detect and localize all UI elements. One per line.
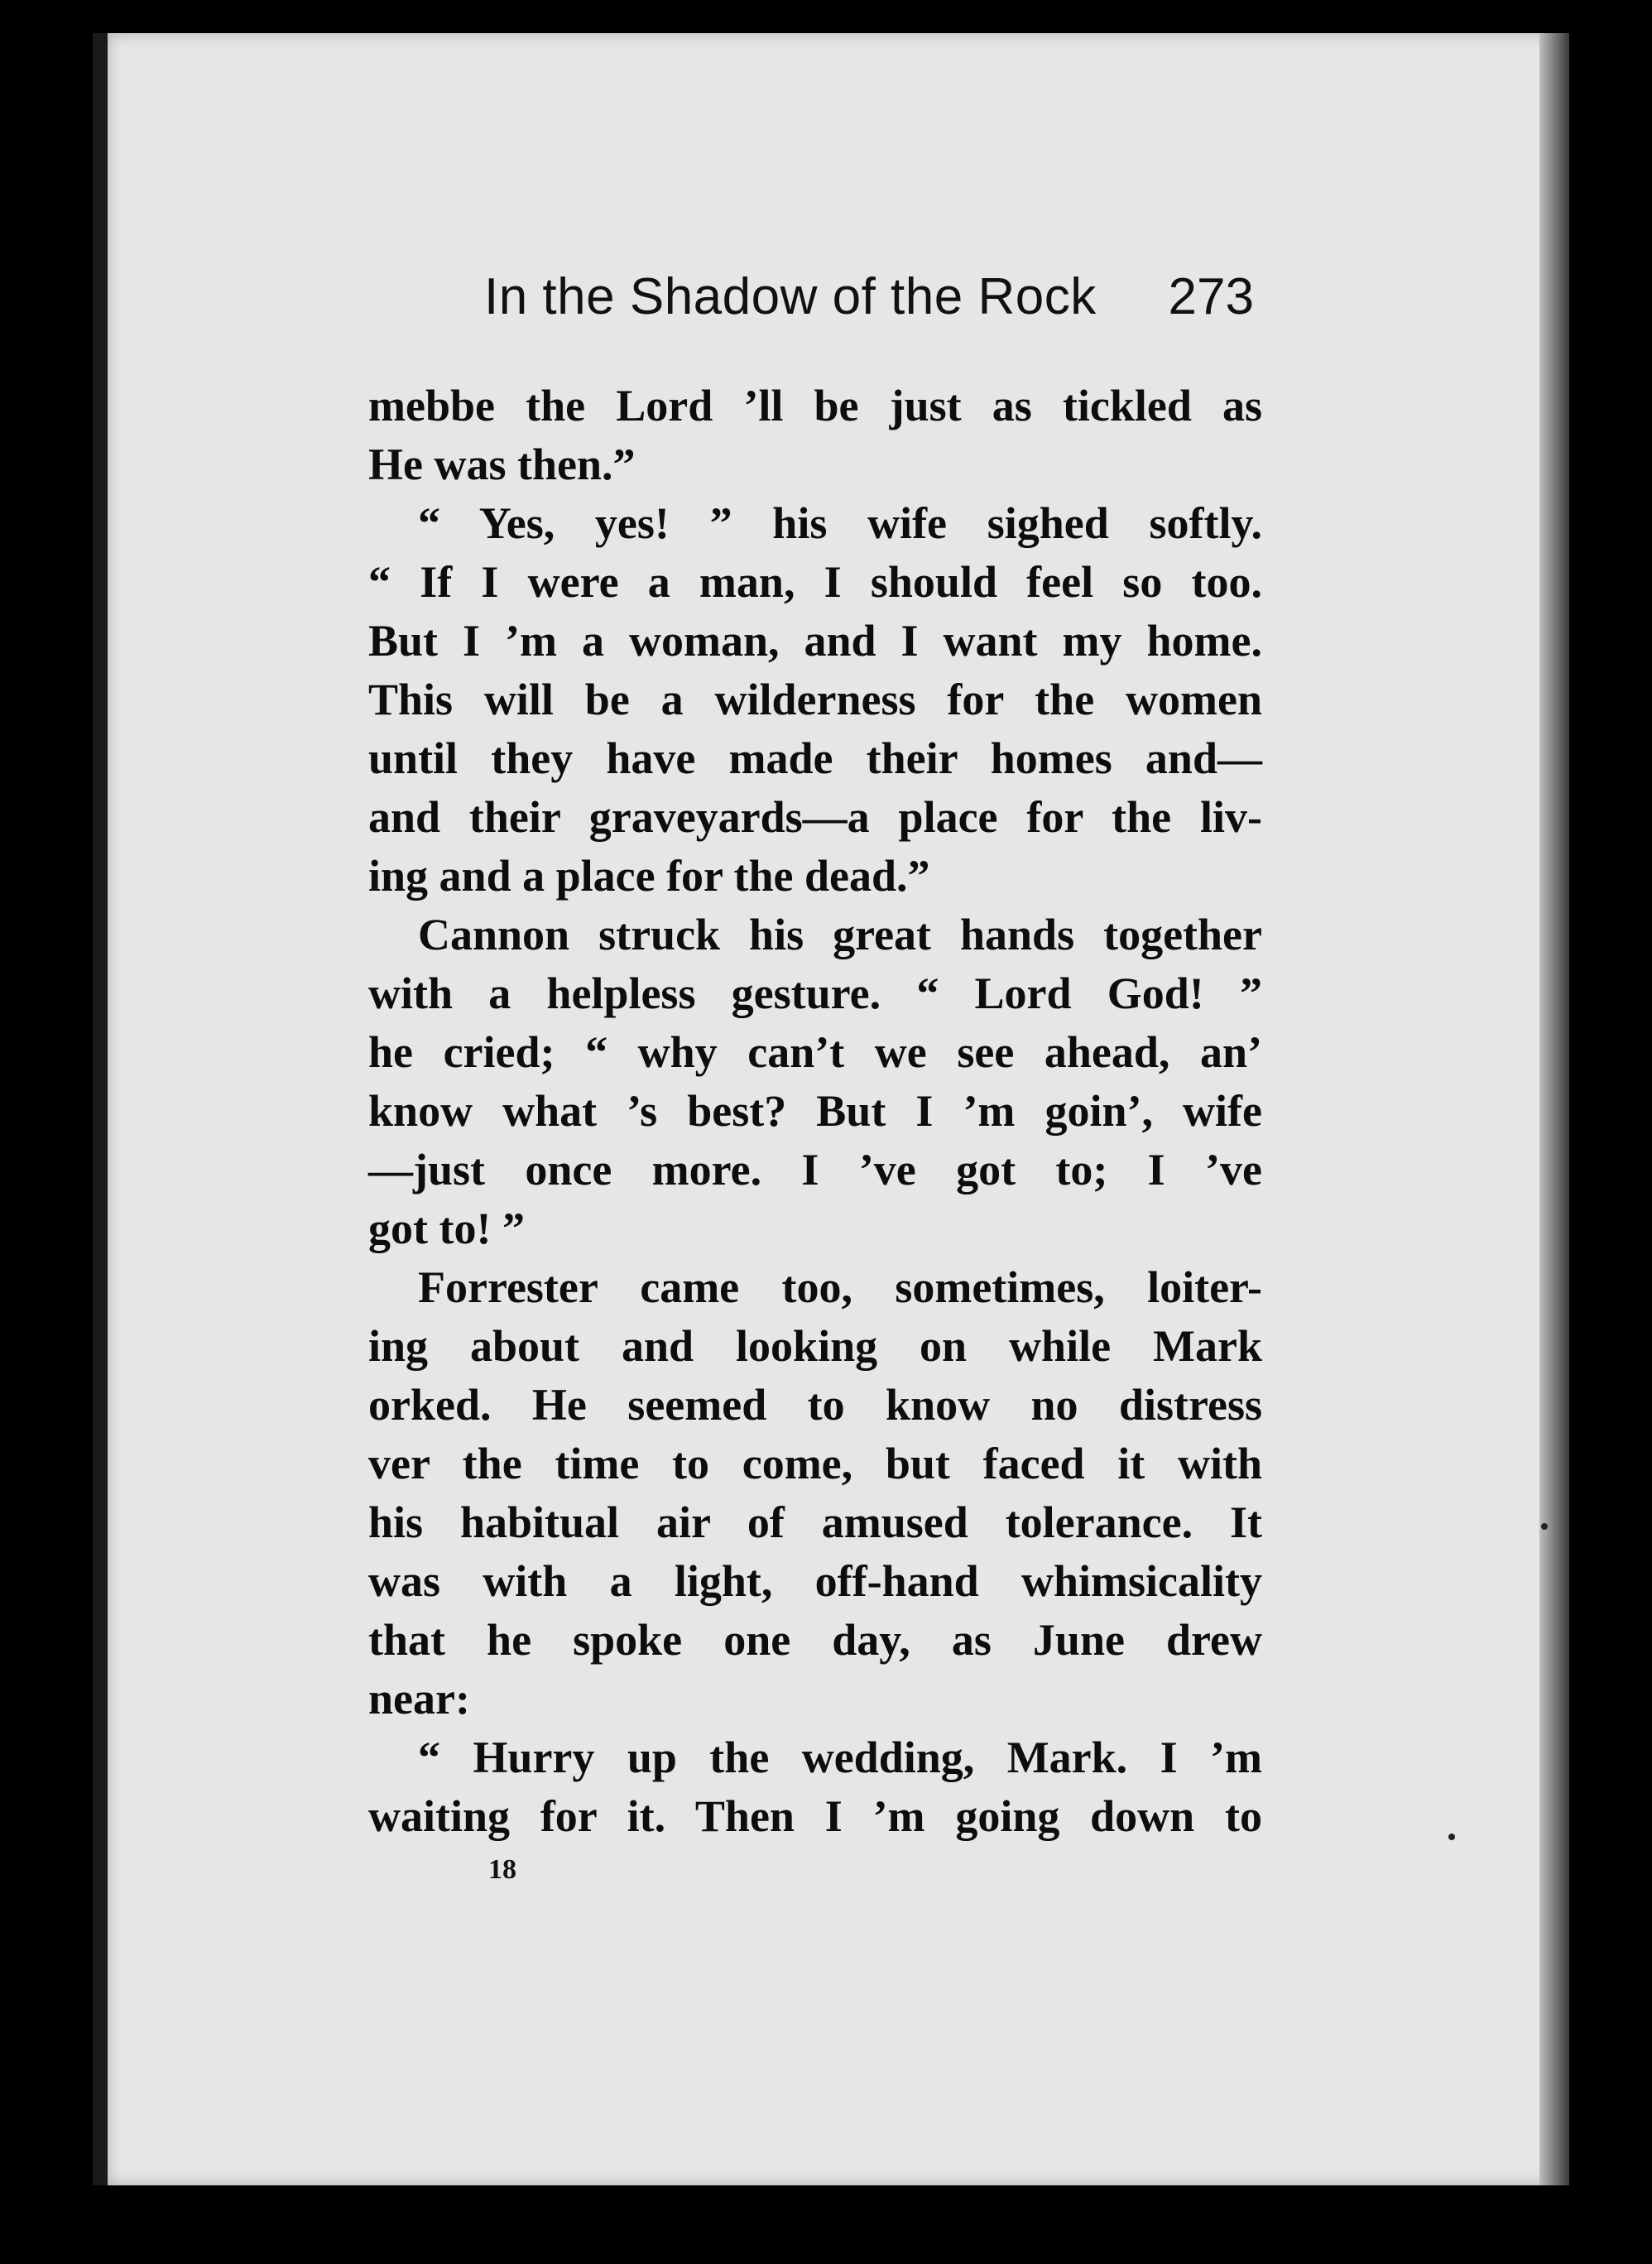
running-header: [484, 261, 1254, 335]
text-line: near:: [368, 1674, 470, 1723]
text-line: got to! ”: [368, 1204, 525, 1253]
text-line: This will be a wilderness for the women: [368, 675, 1262, 724]
text-line: —just once more. I ’ve got to; I ’ve: [368, 1145, 1262, 1194]
scan-speck: [1448, 1834, 1455, 1840]
body-text: [368, 377, 1262, 1846]
text-line: orked. He seemed to know no distress: [368, 1380, 1262, 1430]
text-line: “ Hurry up the wedding, Mark. I ’m: [418, 1733, 1262, 1782]
text-line: know what ’s best? But I ’m goin’, wife: [368, 1086, 1262, 1136]
page-edge: [1539, 33, 1569, 2185]
text-line: mebbe the Lord ’ll be just as tickled as: [368, 381, 1262, 430]
text-line: with a helpless gesture. “ Lord God! ”: [368, 969, 1262, 1018]
text-line: that he spoke one day, as June drew: [368, 1615, 1262, 1665]
text-line: ing about and looking on while Mark: [368, 1321, 1262, 1371]
text-line: But I ’m a woman, and I want my home.: [368, 616, 1262, 666]
text-line: Forrester came too, sometimes, loiter-: [418, 1262, 1262, 1312]
text-line: was with a light, off-hand whimsicality: [368, 1556, 1262, 1606]
text-line: until they have made their homes and—: [368, 733, 1262, 783]
text-line: “ If I were a man, I should feel so too.: [368, 557, 1262, 607]
text-line: he cried; “ why can’t we see ahead, an’: [368, 1027, 1262, 1077]
page-number: 273: [1168, 268, 1254, 325]
text-line: and their graveyards—a place for the liv-: [368, 792, 1262, 842]
text-line: ver the time to come, but faced it with: [368, 1439, 1262, 1488]
text-line: “ Yes, yes! ” his wife sighed softly.: [418, 498, 1262, 548]
text-line: waiting for it. Then I ’m going down to: [368, 1791, 1262, 1841]
signature-mark: 18: [488, 1854, 516, 1885]
text-line: ing and a place for the dead.”: [368, 851, 930, 901]
running-title: In the Shadow of the Rock: [484, 268, 1097, 325]
text-line: his habitual air of amused tolerance. It: [368, 1497, 1262, 1547]
scan-speck: [1541, 1523, 1548, 1530]
text-line: Cannon struck his great hands together: [418, 910, 1262, 959]
text-line: He was then.”: [368, 440, 636, 489]
